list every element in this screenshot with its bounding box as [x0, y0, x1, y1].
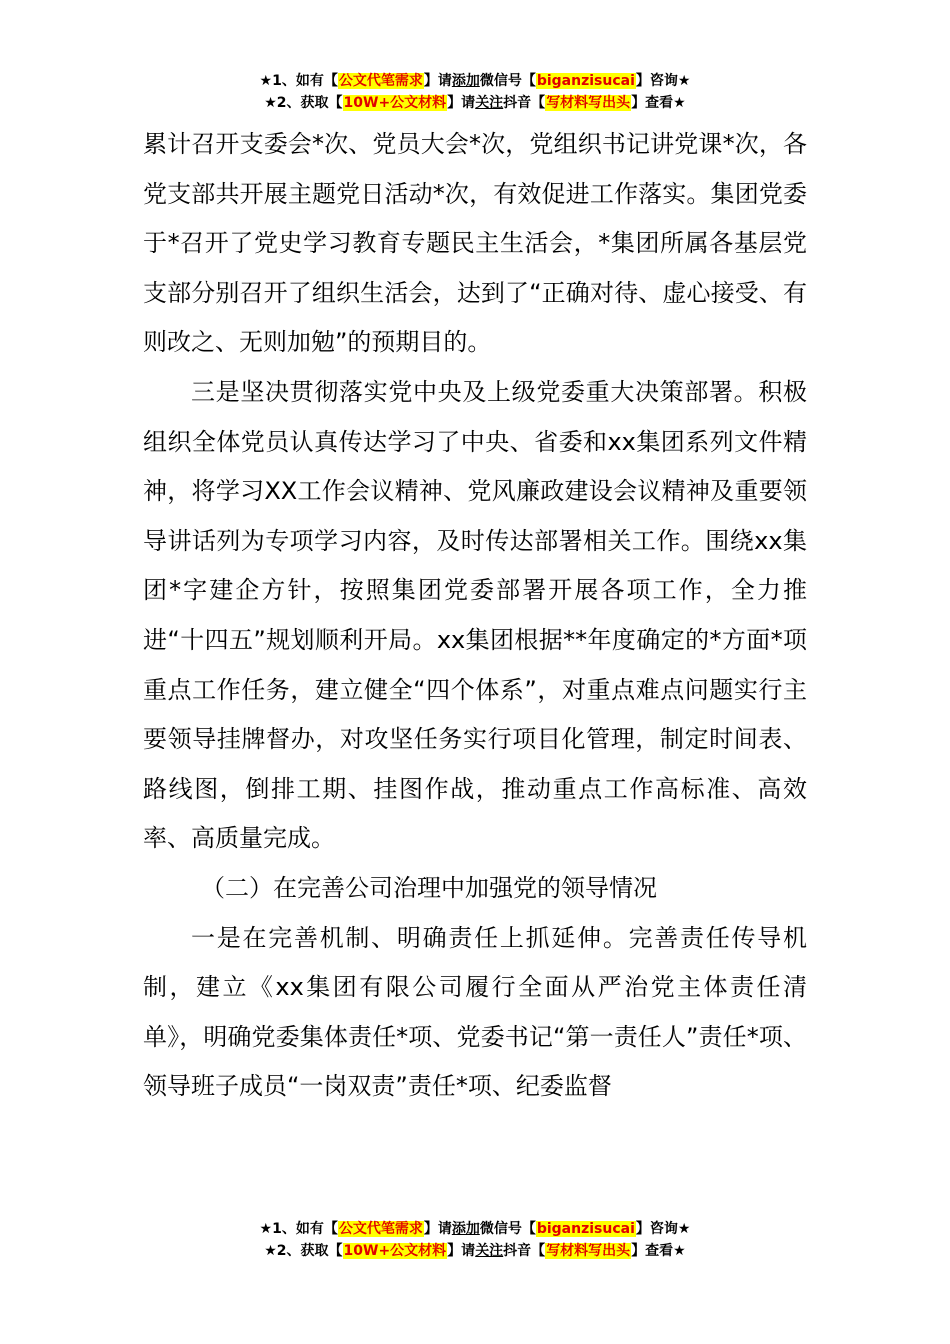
- underlined-text: 关注: [475, 95, 504, 111]
- banner-text: 】咨询★: [635, 1221, 691, 1237]
- highlight-douyin-account: 写材料写出头: [546, 1243, 631, 1259]
- banner-text: 】请: [423, 73, 452, 89]
- highlight-douyin-account: 写材料写出头: [546, 95, 631, 111]
- banner-text: ★1、如有【: [259, 1221, 338, 1237]
- banner-text: ★2、获取【: [264, 95, 343, 111]
- banner-text: 微信号【: [479, 73, 536, 89]
- banner-line-1: [0, 1218, 950, 1240]
- underlined-text: 添加: [451, 73, 480, 89]
- banner-text: 】请: [423, 1221, 452, 1237]
- document-body: [143, 120, 807, 1112]
- banner-line-1: [0, 70, 950, 92]
- banner-line-2: [0, 1240, 950, 1262]
- banner-text: 】请: [447, 1243, 476, 1259]
- banner-text: 】查看★: [631, 95, 686, 111]
- section-heading: （二）在完善公司治理中加强党的领导情况: [201, 873, 657, 902]
- underlined-text: 添加: [451, 1221, 480, 1237]
- banner-text: 】请: [447, 95, 476, 111]
- highlight-service: 公文代笔需求: [338, 73, 423, 89]
- header-banner: [0, 70, 950, 114]
- banner-text: ★1、如有【: [259, 73, 338, 89]
- footer-banner: [0, 1218, 950, 1262]
- highlight-materials: 10W+公文材料: [343, 1243, 447, 1259]
- banner-text: 微信号【: [479, 1221, 536, 1237]
- banner-line-2: [0, 92, 950, 114]
- paragraph-continued: 累计召开支委会*次、党员大会*次，党组织书记讲党课*次，各党支部共开展主题党日活动*次，有效促进工作落实。集团党委于*召开了党史学习教育专题民主生活会，*集团所属各基层党支部分别召开了组织生活会，达到了“正确对待、虚心接受、有则改之、无则加勉”的预期目的。: [143, 130, 807, 357]
- highlight-wechat-id: biganzisucai: [536, 1221, 635, 1237]
- underlined-text: 关注: [475, 1243, 504, 1259]
- paragraph-decision-deployment: 三是坚决贯彻落实党中央及上级党委重大决策部署。积极组织全体党员认真传达学习了中央、省委和xx集团系列文件精神，将学习XX工作会议精神、党风廉政建设会议精神及重要领导讲话列为专项学习内容，及时传达部署相关工作。围绕xx集团*字建企方针，按照集团党委部署开展各项工作，全力推进“十四五”规划顺利开局。xx集团根据**年度确定的*方面*项重点工作任务，建立健全“四个体系”，对重点难点问题实行主要领导挂牌督办，对攻坚任务实行项目化管理，制定时间表、路线图，倒排工期、挂图作战，推动重点工作高标准、高效率、高质量完成。: [143, 377, 807, 853]
- banner-text: 】查看★: [631, 1243, 686, 1259]
- banner-text: ★2、获取【: [264, 1243, 343, 1259]
- highlight-materials: 10W+公文材料: [343, 95, 447, 111]
- banner-text: 抖音【: [503, 1243, 546, 1259]
- banner-text: 抖音【: [503, 95, 546, 111]
- paragraph-mechanism: 一是在完善机制、明确责任上抓延伸。完善责任传导机制，建立《xx集团有限公司履行全面从严治党主体责任清单》，明确党委集体责任*项、党委书记“第一责任人”责任*项、领导班子成员“一岗双责”责任*项、纪委监督: [143, 923, 807, 1101]
- banner-text: 】咨询★: [635, 73, 691, 89]
- highlight-wechat-id: biganzisucai: [536, 73, 635, 89]
- highlight-service: 公文代笔需求: [338, 1221, 423, 1237]
